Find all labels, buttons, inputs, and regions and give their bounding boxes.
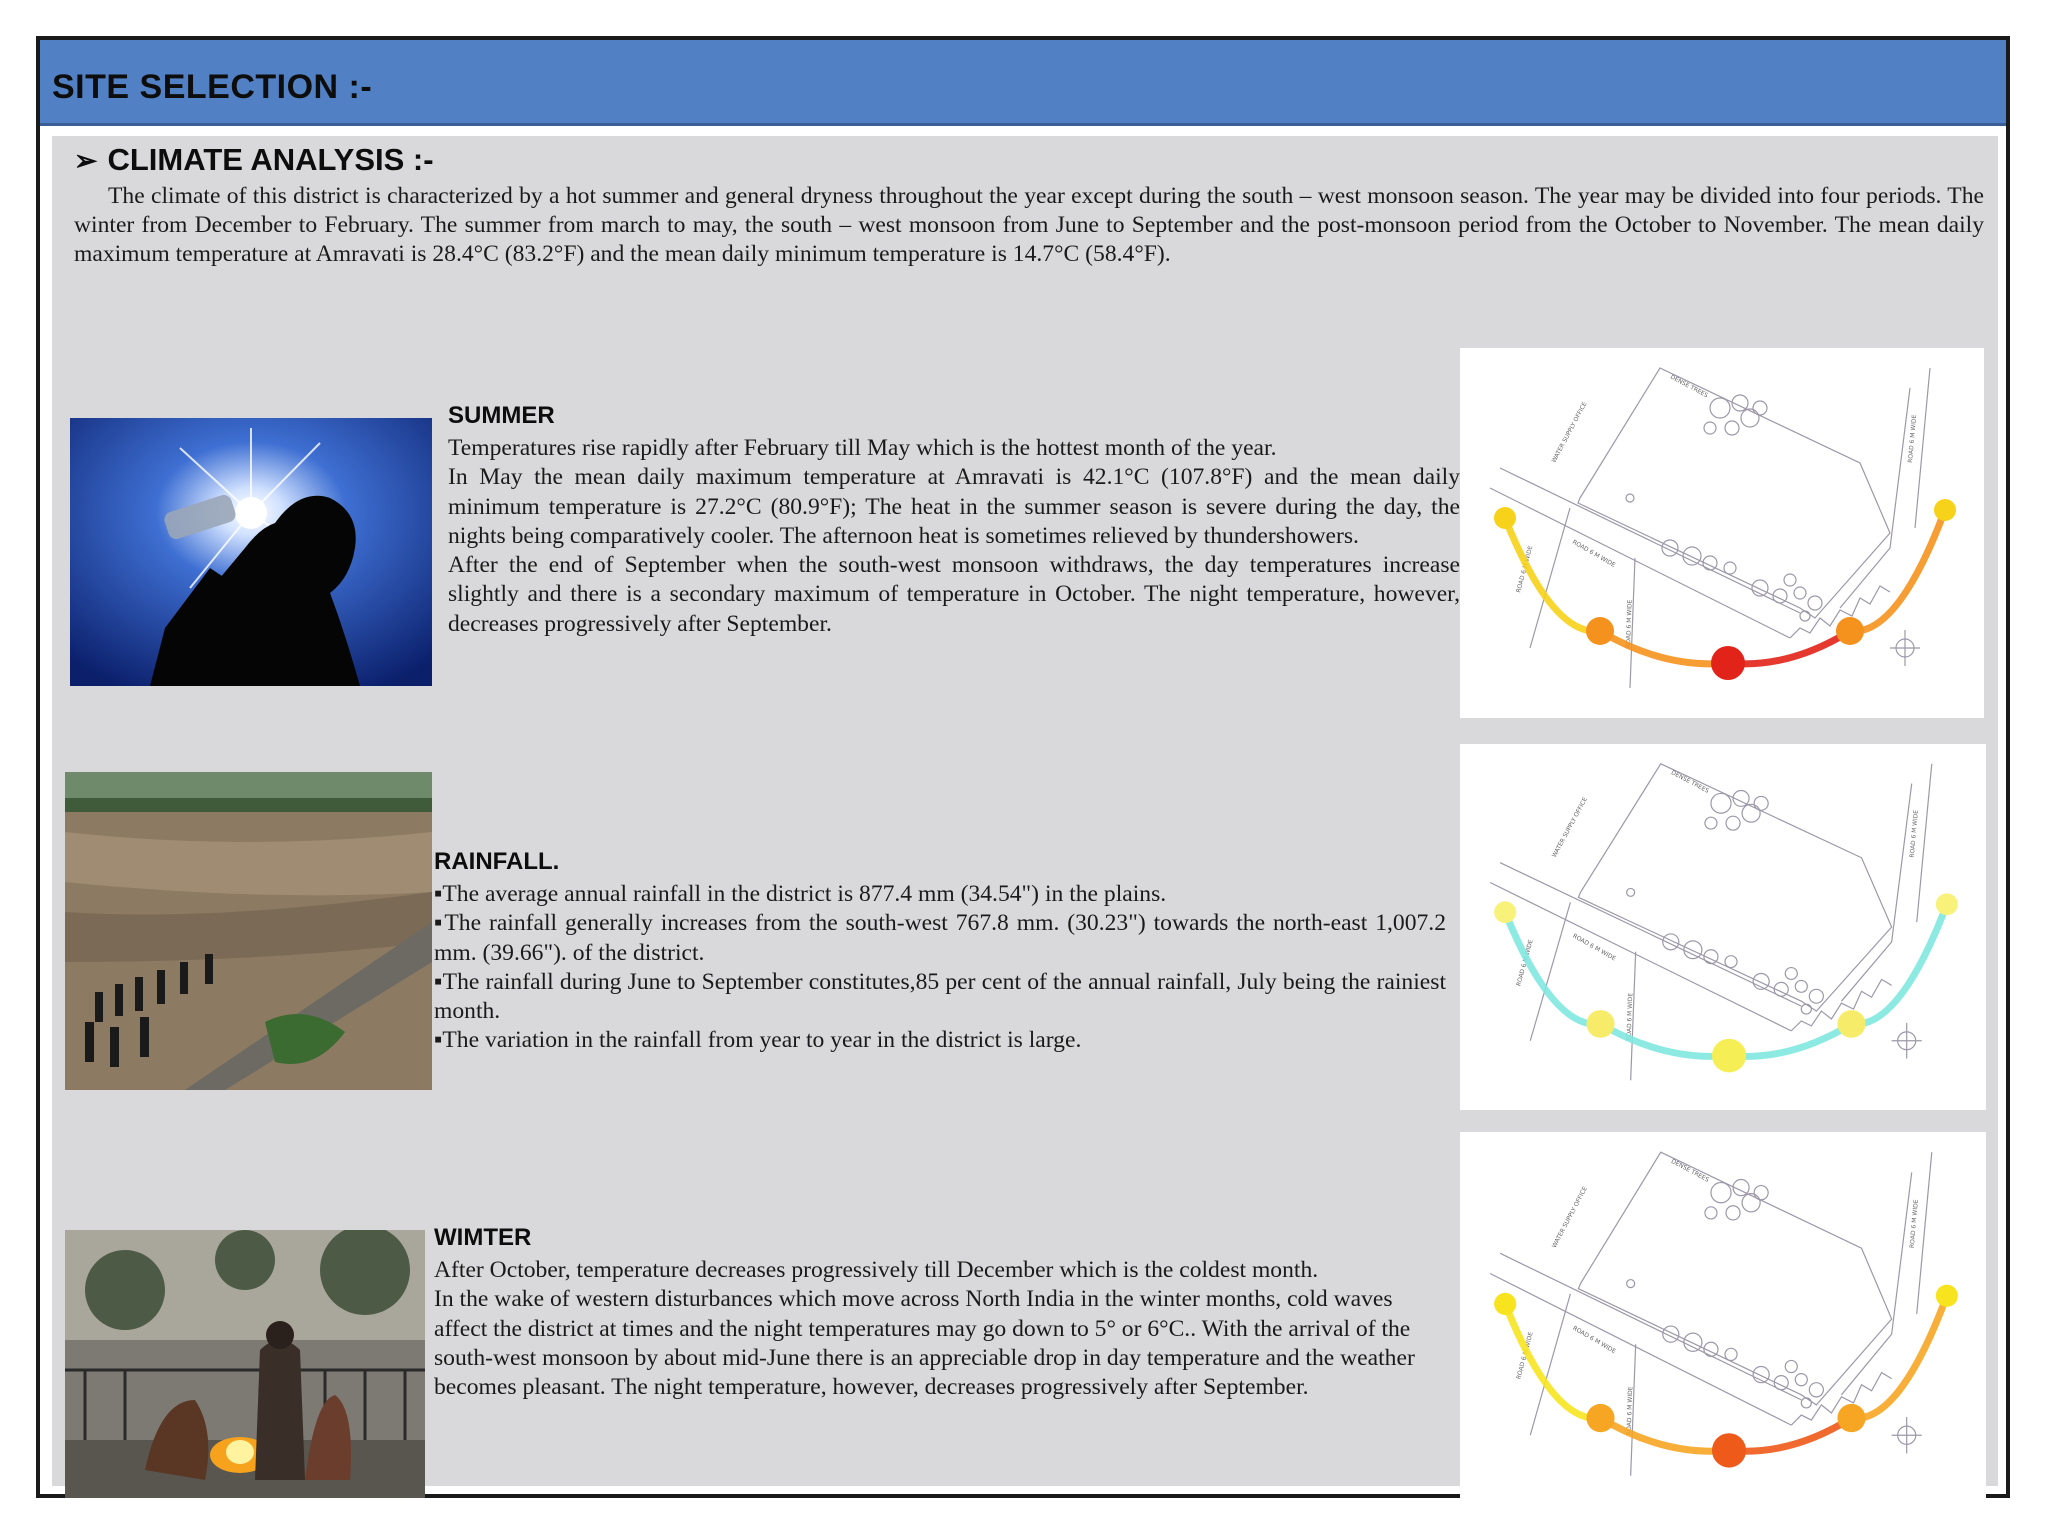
map-label-road: ROAD 6 M WIDE [1515, 1331, 1535, 1381]
sun-path-arrow [1600, 631, 1728, 664]
map-label-road: ROAD 6 M WIDE [1908, 809, 1920, 858]
sun-path-arrow [1601, 1024, 1729, 1056]
winter-photo [65, 1230, 425, 1498]
summer-paragraph: After the end of September when the south-west monsoon withdraws, the day temperatures increase slightly and there is a secondary maximum of temperature in October. The night temperature, however, decreases progressively after September. [448, 552, 1460, 637]
map-label-water-supply: WATER SUPPLY OFFICE [1550, 400, 1589, 464]
rainfall-photo [65, 772, 432, 1090]
sun-position-icon [1712, 1039, 1746, 1073]
map-label-dense-trees: DENSE TREES [1669, 1157, 1710, 1184]
sun-path-arrow [1850, 510, 1945, 631]
sun-path-arrow [1851, 1296, 1946, 1419]
content-panel [52, 136, 1998, 1486]
sun-position-icon [1712, 1433, 1746, 1467]
map-label-road: ROAD 6 M WIDE [1625, 599, 1634, 649]
sun-position-icon [1837, 1010, 1865, 1038]
sun-position-icon [1586, 617, 1614, 645]
sun-position-icon [1837, 1404, 1865, 1432]
sun-path-arrow [1851, 904, 1946, 1024]
sun-path-arrow [1728, 631, 1850, 664]
winter-sun-path-diagram [1460, 1132, 1986, 1506]
summer-photo [70, 418, 432, 686]
sun-position-icon [1836, 617, 1864, 645]
map-label-road: ROAD 6 M WIDE [1907, 414, 1919, 464]
sun-position-icon [1934, 499, 1956, 521]
rainfall-heading: RAINFALL. [434, 848, 560, 875]
summer-sun-path-diagram [1460, 348, 1984, 718]
rainfall-point: ▪The rainfall during June to September constitutes,85 per cent of the annual rainfall, July being the rainiest month. [434, 968, 1446, 1025]
rainfall-point: ▪The average annual rainfall in the district is 877.4 mm (34.54") in the plains. [434, 881, 1167, 907]
map-label-road: ROAD 6 M WIDE [1571, 538, 1617, 569]
map-label-road: ROAD 6 M WIDE [1625, 992, 1635, 1041]
map-label-water-supply: WATER SUPPLY OFFICE [1550, 796, 1589, 859]
sun-path-arrow [1729, 1418, 1851, 1451]
map-label-dense-trees: DENSE TREES [1669, 769, 1711, 795]
rainfall-sun-path-diagram [1460, 744, 1986, 1110]
summer-paragraph: Temperatures rise rapidly after February till May which is the hottest month of the year. [448, 435, 1277, 461]
winter-paragraph: In the wake of western disturbances which move across North India in the winter months, cold waves affect the district at times and the night temperatures may go down to 5° or 6°C.. With the arrival of the south-west monsoon by about mid-June there is an appreciable drop in day temperature and the weather becomes pleasant. The night temperature, however, decreases progressively after September. [434, 1286, 1415, 1401]
map-label-road: ROAD 6 M WIDE [1515, 545, 1535, 594]
summer-block [448, 400, 1460, 639]
map-label-road: ROAD 6 M WIDE [1625, 1386, 1635, 1436]
section-title [74, 142, 434, 178]
winter-paragraph: After October, temperature decreases progressively till December which is the coldest month. [434, 1257, 1319, 1283]
header-bar [40, 40, 2006, 126]
section-title-text: CLIMATE ANALYSIS :- [107, 142, 434, 177]
intro-paragraph: The climate of this district is characterized by a hot summer and general dryness throughout the year except during the south – west monsoon season. The year may be divided into four periods. The winter from December to February. The summer from march to may, the south – west monsoon from June to September and the post-monsoon period from the October to November. The mean daily maximum temperature at Amravati is 28.4°C (83.2°F) and the mean daily minimum temperature is 14.7°C (58.4°F). [74, 183, 1984, 267]
map-label-road: ROAD 6 M WIDE [1908, 1199, 1920, 1249]
sun-position-icon [1494, 1293, 1516, 1315]
rainfall-point: ▪The rainfall generally increases from the south-west 767.8 mm. (30.23") towards the north-east 1,007.2 mm. (39.66"). of the district. [434, 910, 1446, 966]
map-label-dense-trees: DENSE TREES [1669, 373, 1710, 400]
map-label-road: ROAD 6 M WIDE [1515, 938, 1535, 987]
map-label-water-supply: WATER SUPPLY OFFICE [1550, 1185, 1589, 1250]
rainfall-point: ▪The variation in the rainfall from year to year in the district is large. [434, 1027, 1082, 1054]
sun-position-icon [1586, 1010, 1614, 1038]
sun-position-icon [1494, 901, 1516, 923]
summer-paragraph: In May the mean daily maximum temperature at Amravati is 42.1°C (107.8°F) and the mean daily minimum temperature is 27.2°C (80.9°F); The heat in the summer season is severe during the day, the nights being comparatively cooler. The afternoon heat is sometimes relieved by thundershowers. [448, 464, 1460, 549]
rainfall-block [434, 846, 1446, 1056]
sun-position-icon [1936, 893, 1958, 915]
page-title: SITE SELECTION :- [52, 68, 373, 106]
sun-position-icon [1711, 646, 1745, 680]
summer-heading: SUMMER [448, 402, 555, 429]
map-label-road: ROAD 6 M WIDE [1571, 1324, 1617, 1356]
sun-position-icon [1586, 1404, 1614, 1432]
map-label-road: ROAD 6 M WIDE [1571, 932, 1617, 963]
sun-path-arrow [1729, 1024, 1851, 1056]
sun-path-arrow [1601, 1418, 1729, 1451]
arrow-bullet-icon: ➢ [74, 145, 98, 176]
sun-position-icon [1936, 1285, 1958, 1307]
slide-frame [36, 36, 2010, 1498]
winter-heading: WIMTER [434, 1224, 532, 1251]
winter-block [434, 1222, 1446, 1402]
sun-position-icon [1494, 507, 1516, 529]
